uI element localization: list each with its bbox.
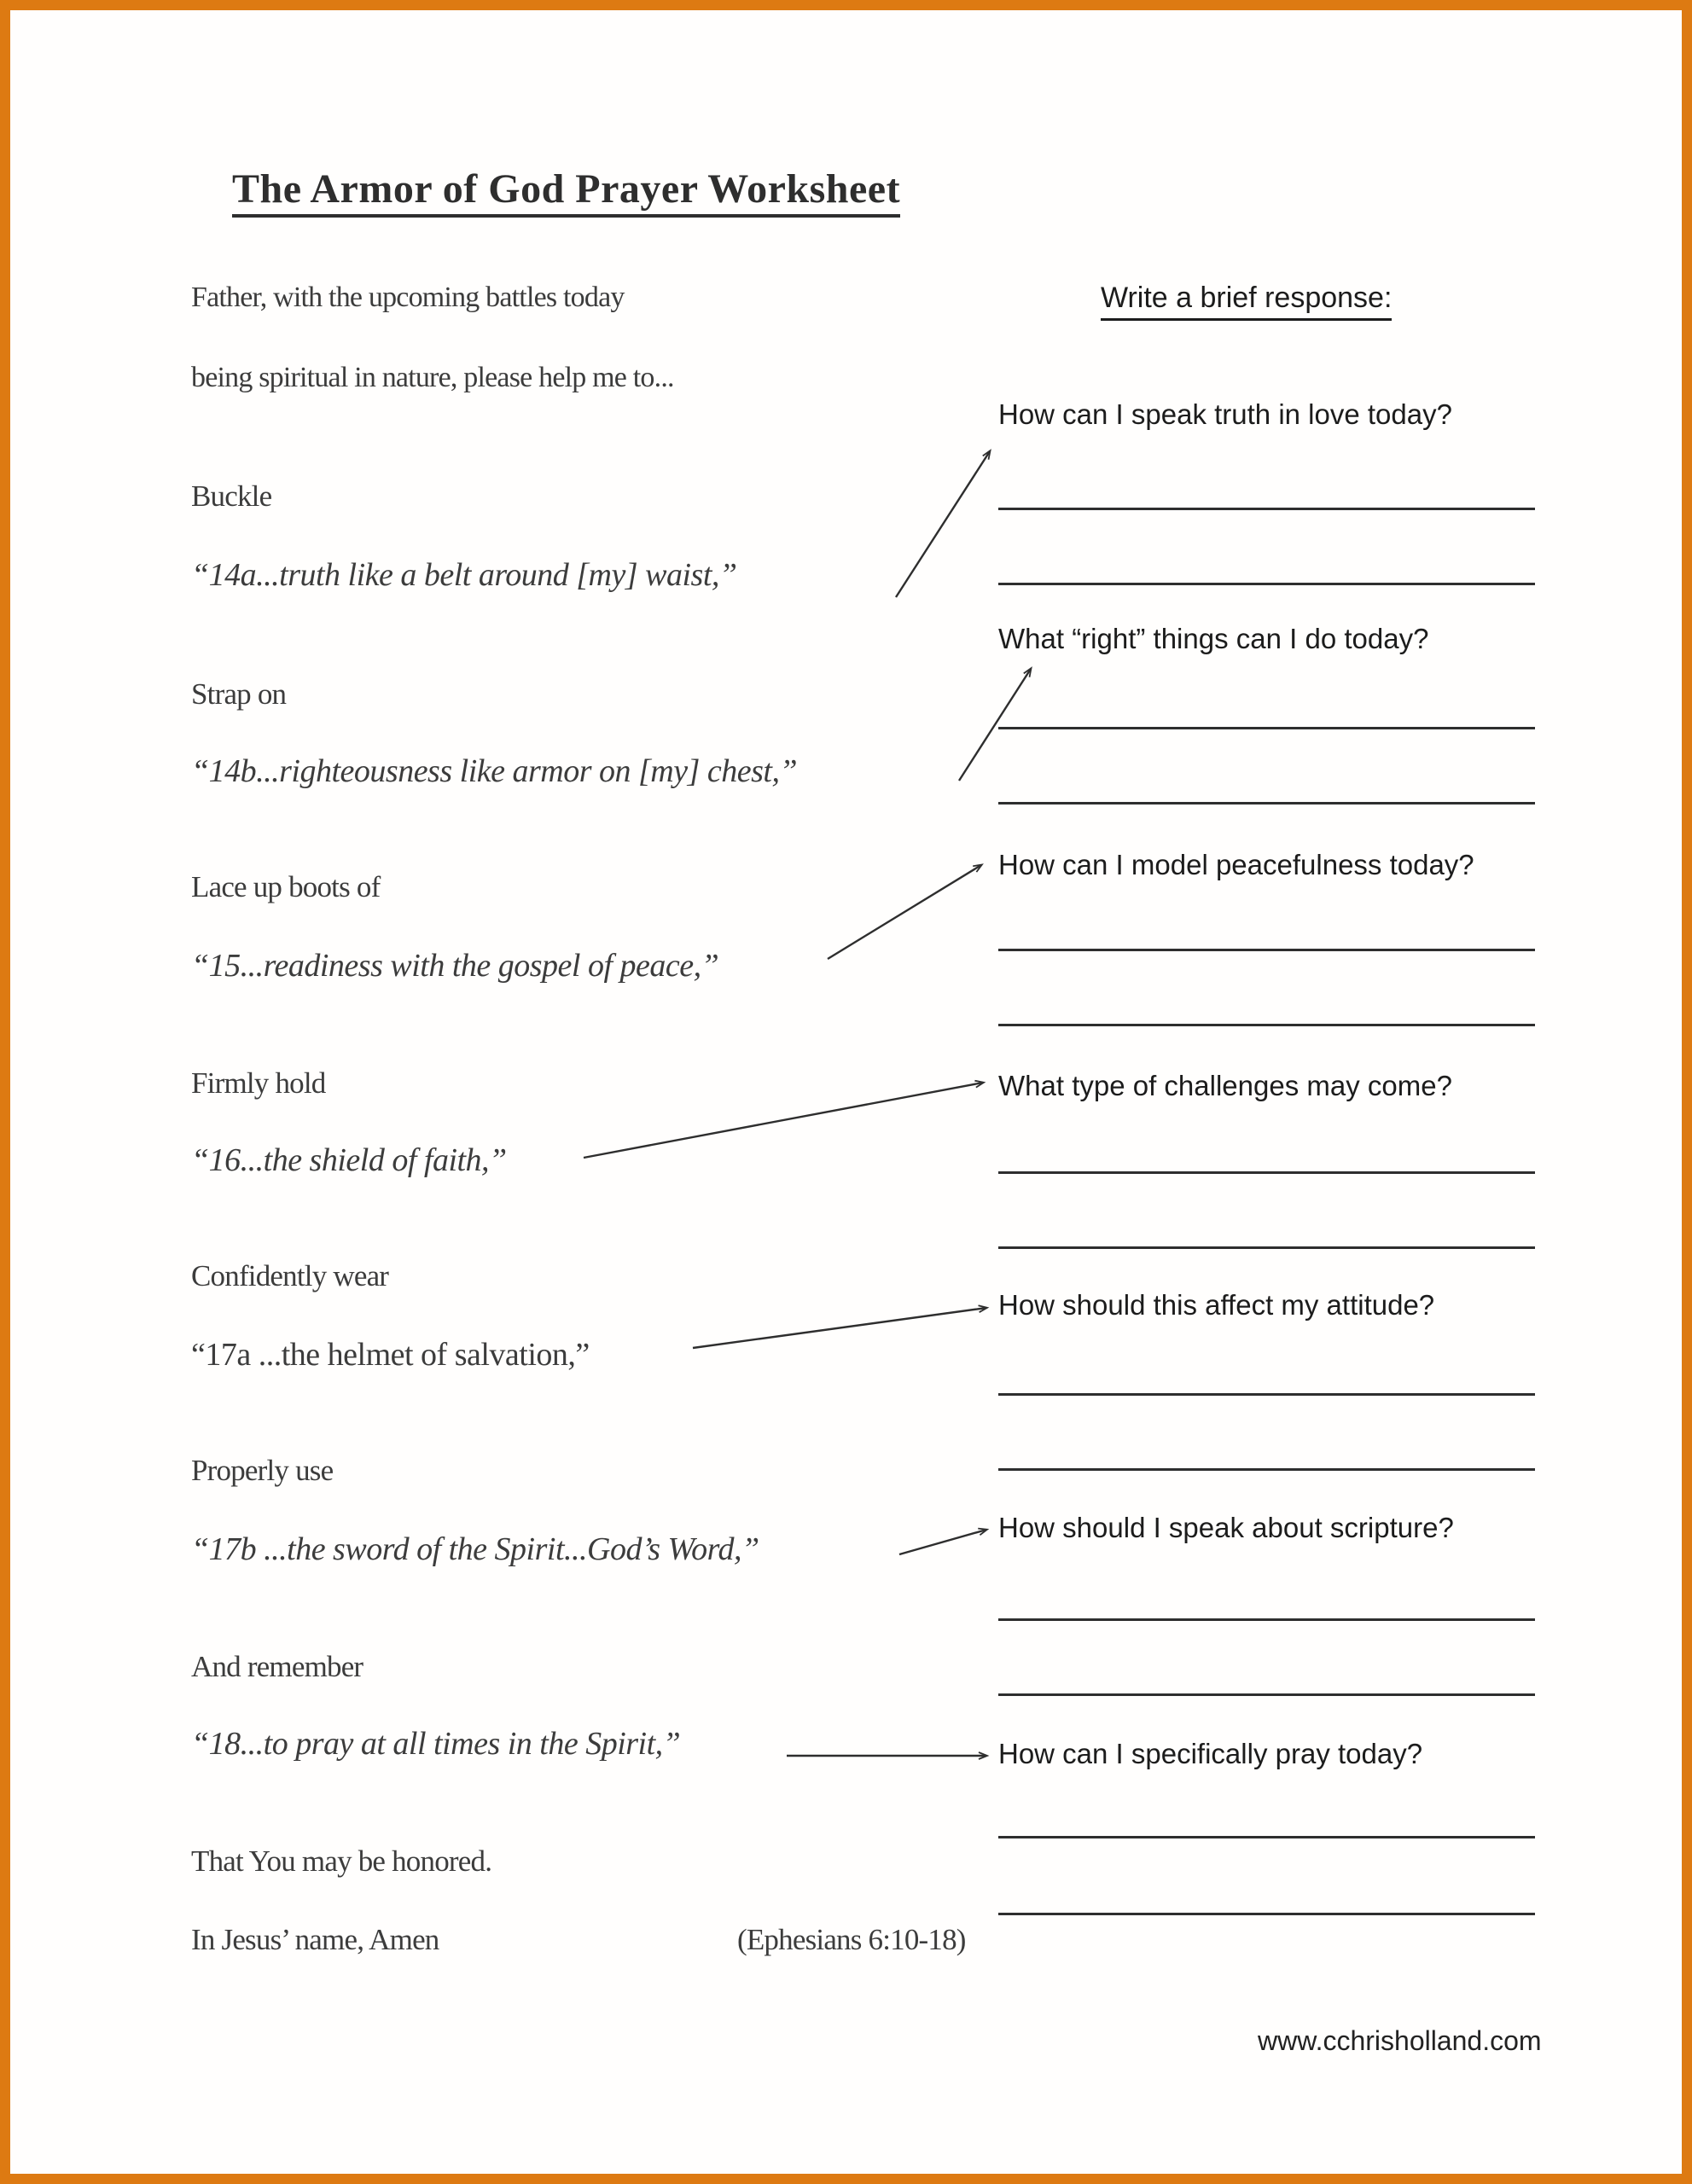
armor-lead-firmly-hold: Firmly hold [191, 1066, 326, 1100]
prayer-intro-line-1: Father, with the upcoming battles today [191, 282, 625, 313]
arrow-sword-to-q6 [899, 1530, 986, 1554]
arrow-shield-to-q4 [584, 1083, 983, 1158]
response-line [998, 1171, 1535, 1174]
verse-quote-14a: “14a...truth like a belt around [my] waist,” [191, 557, 737, 593]
closing-line-1: That You may be honored. [191, 1844, 492, 1878]
response-question-1: How can I speak truth in love today? [998, 398, 1452, 430]
response-line [998, 1024, 1535, 1026]
armor-lead-and-remember: And remember [191, 1650, 363, 1683]
verse-quote-14b: “14b...righteousness like armor on [my] chest,” [191, 753, 798, 789]
response-line [998, 802, 1535, 804]
closing-line-2: In Jesus’ name, Amen [191, 1923, 439, 1956]
arrow-helmet-to-q5 [693, 1308, 986, 1348]
response-line [998, 1468, 1535, 1471]
page-title: The Armor of God Prayer Worksheet [232, 166, 900, 218]
response-line [998, 1246, 1535, 1249]
arrow-belt-to-q1 [896, 451, 990, 597]
verse-quote-17a: “17a ...the helmet of salvation,” [191, 1337, 590, 1373]
response-line [998, 508, 1535, 510]
armor-lead-buckle: Buckle [191, 479, 272, 513]
response-question-6: How should I speak about scripture? [998, 1512, 1454, 1543]
response-question-3: How can I model peacefulness today? [998, 849, 1474, 880]
website-url: www.cchrisholland.com [1258, 2025, 1542, 2056]
scripture-reference: (Ephesians 6:10-18) [737, 1923, 966, 1956]
arrow-boots-to-q3 [828, 865, 981, 959]
response-line [998, 1618, 1535, 1621]
response-line [998, 1393, 1535, 1396]
verse-quote-17b: “17b ...the sword of the Spirit...God’s Word,” [191, 1531, 759, 1567]
response-line [998, 1836, 1535, 1838]
verse-quote-18: “18...to pray at all times in the Spirit,” [191, 1726, 681, 1762]
response-question-7: How can I specifically pray today? [998, 1738, 1423, 1769]
armor-lead-strap-on: Strap on [191, 677, 287, 711]
verse-quote-15: “15...readiness with the gospel of peace,” [191, 948, 719, 984]
response-question-2: What “right” things can I do today? [998, 623, 1429, 654]
response-line [998, 1913, 1535, 1915]
prayer-intro-line-2: being spiritual in nature, please help me to... [191, 362, 674, 393]
response-line [998, 1693, 1535, 1696]
response-column-header: Write a brief response: [1101, 282, 1392, 321]
response-line [998, 949, 1535, 951]
arrow-armor-to-q2 [959, 669, 1031, 781]
response-line [998, 727, 1535, 729]
response-line [998, 583, 1535, 585]
verse-quote-16: “16...the shield of faith,” [191, 1142, 507, 1178]
response-question-5: How should this affect my attitude? [998, 1289, 1435, 1321]
armor-lead-confidently-wear: Confidently wear [191, 1259, 389, 1292]
armor-lead-properly-use: Properly use [191, 1454, 334, 1487]
response-question-4: What type of challenges may come? [998, 1070, 1452, 1101]
armor-lead-lace-up: Lace up boots of [191, 870, 381, 903]
